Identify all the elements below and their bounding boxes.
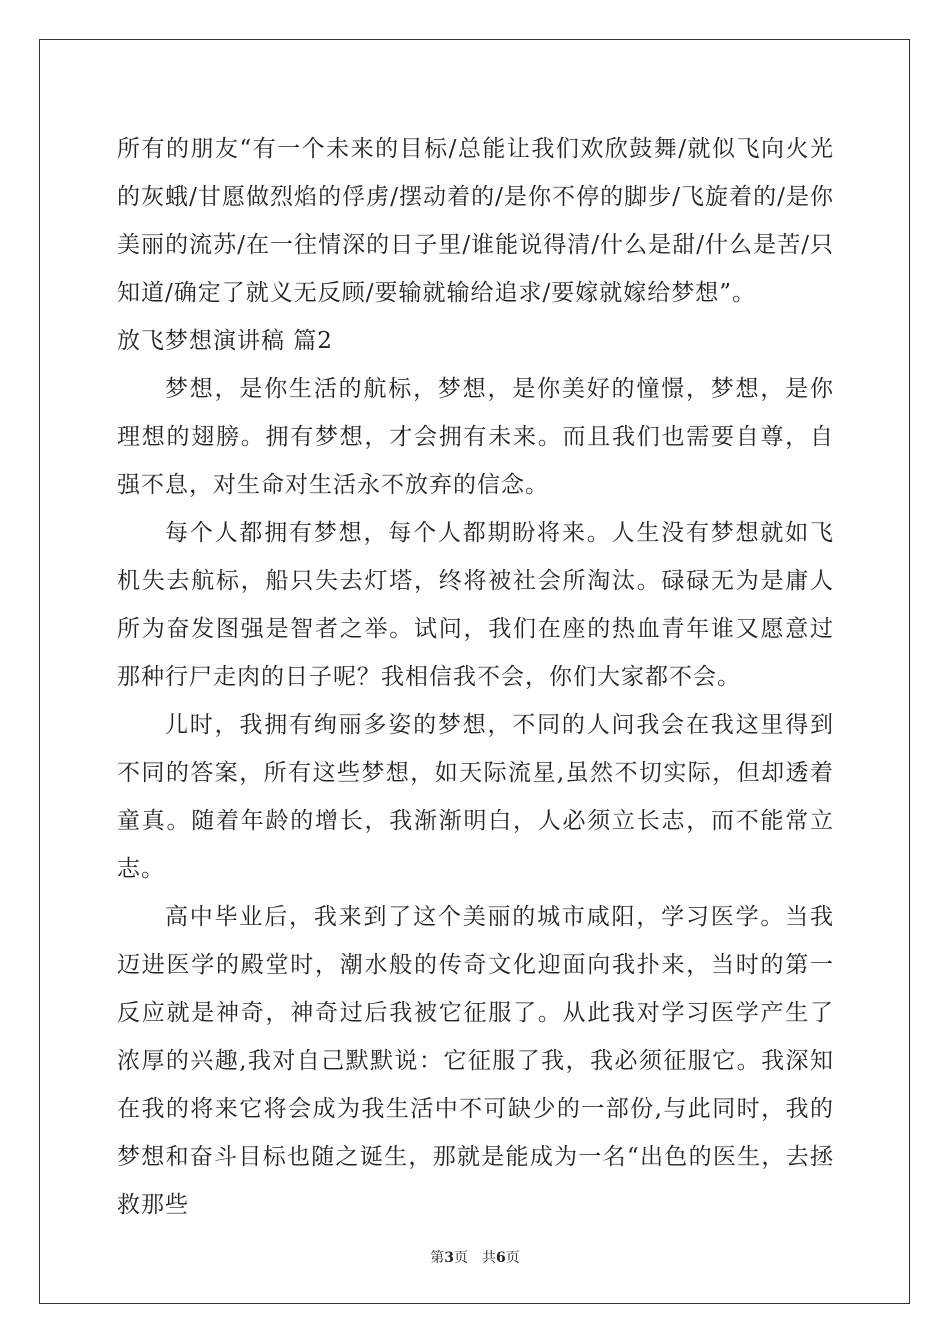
paragraph-1: 所有的朋友“有一个未来的目标/总能让我们欢欣鼓舞/就似飞向火光的灰蛾/甘愿做烈焰的俘虏/摆动着的/是你不停的脚步/飞旋着的/是你美丽的流苏/在一往情深的日子里/谁能说得清/什么是甜/什么是苦/只知道/确定了就义无反顾/要输就输给追求/要嫁就嫁给梦想”。 <box>117 136 834 306</box>
page-current: 3 <box>444 1250 454 1266</box>
page-total: 6 <box>496 1250 506 1266</box>
paragraph-3: 每个人都拥有梦想，每个人都期盼将来。人生没有梦想就如飞机失去航标，船只失去灯塔，终将被社会所淘汰。碌碌无为是庸人所为奋发图强是智者之举。试问，我们在座的热血青年谁又愿意过那种行尸走肉的日子呢？我相信我不会，你们大家都不会。 <box>117 520 834 690</box>
page-mid: 页 共 <box>454 1250 496 1266</box>
paragraph-2: 梦想，是你生活的航标，梦想，是你美好的憧憬，梦想，是你理想的翅膀。拥有梦想，才会拥有未来。而且我们也需要自尊，自强不息，对生命对生活永不放弃的信念。 <box>117 376 834 498</box>
paragraph-5: 高中毕业后，我来到了这个美丽的城市咸阳，学习医学。当我迈进医学的殿堂时，潮水般的传奇文化迎面向我扑来，当时的第一反应就是神奇，神奇过后我被它征服了。从此我对学习医学产生了浓厚的兴趣,我对自己默默说：它征服了我，我必须征服它。我深知在我的将来它将会成为我生活中不可缺少的一部份,与此同时，我的梦想和奋斗目标也随之诞生，那就是能成为一名“出色的医生，去拯救那些 <box>117 904 834 1218</box>
paragraph-4: 儿时，我拥有绚丽多姿的梦想，不同的人问我会在我这里得到不同的答案，所有这些梦想，如天际流星,虽然不切实际，但却透着童真。随着年龄的增长，我渐渐明白，人必须立长志，而不能常立志。 <box>117 712 834 882</box>
document-body <box>117 125 834 1229</box>
page-prefix: 第 <box>430 1250 445 1266</box>
page-footer <box>0 1247 950 1267</box>
page-suffix: 页 <box>505 1250 520 1266</box>
section-heading: 放飞梦想演讲稿 篇2 <box>117 328 333 354</box>
